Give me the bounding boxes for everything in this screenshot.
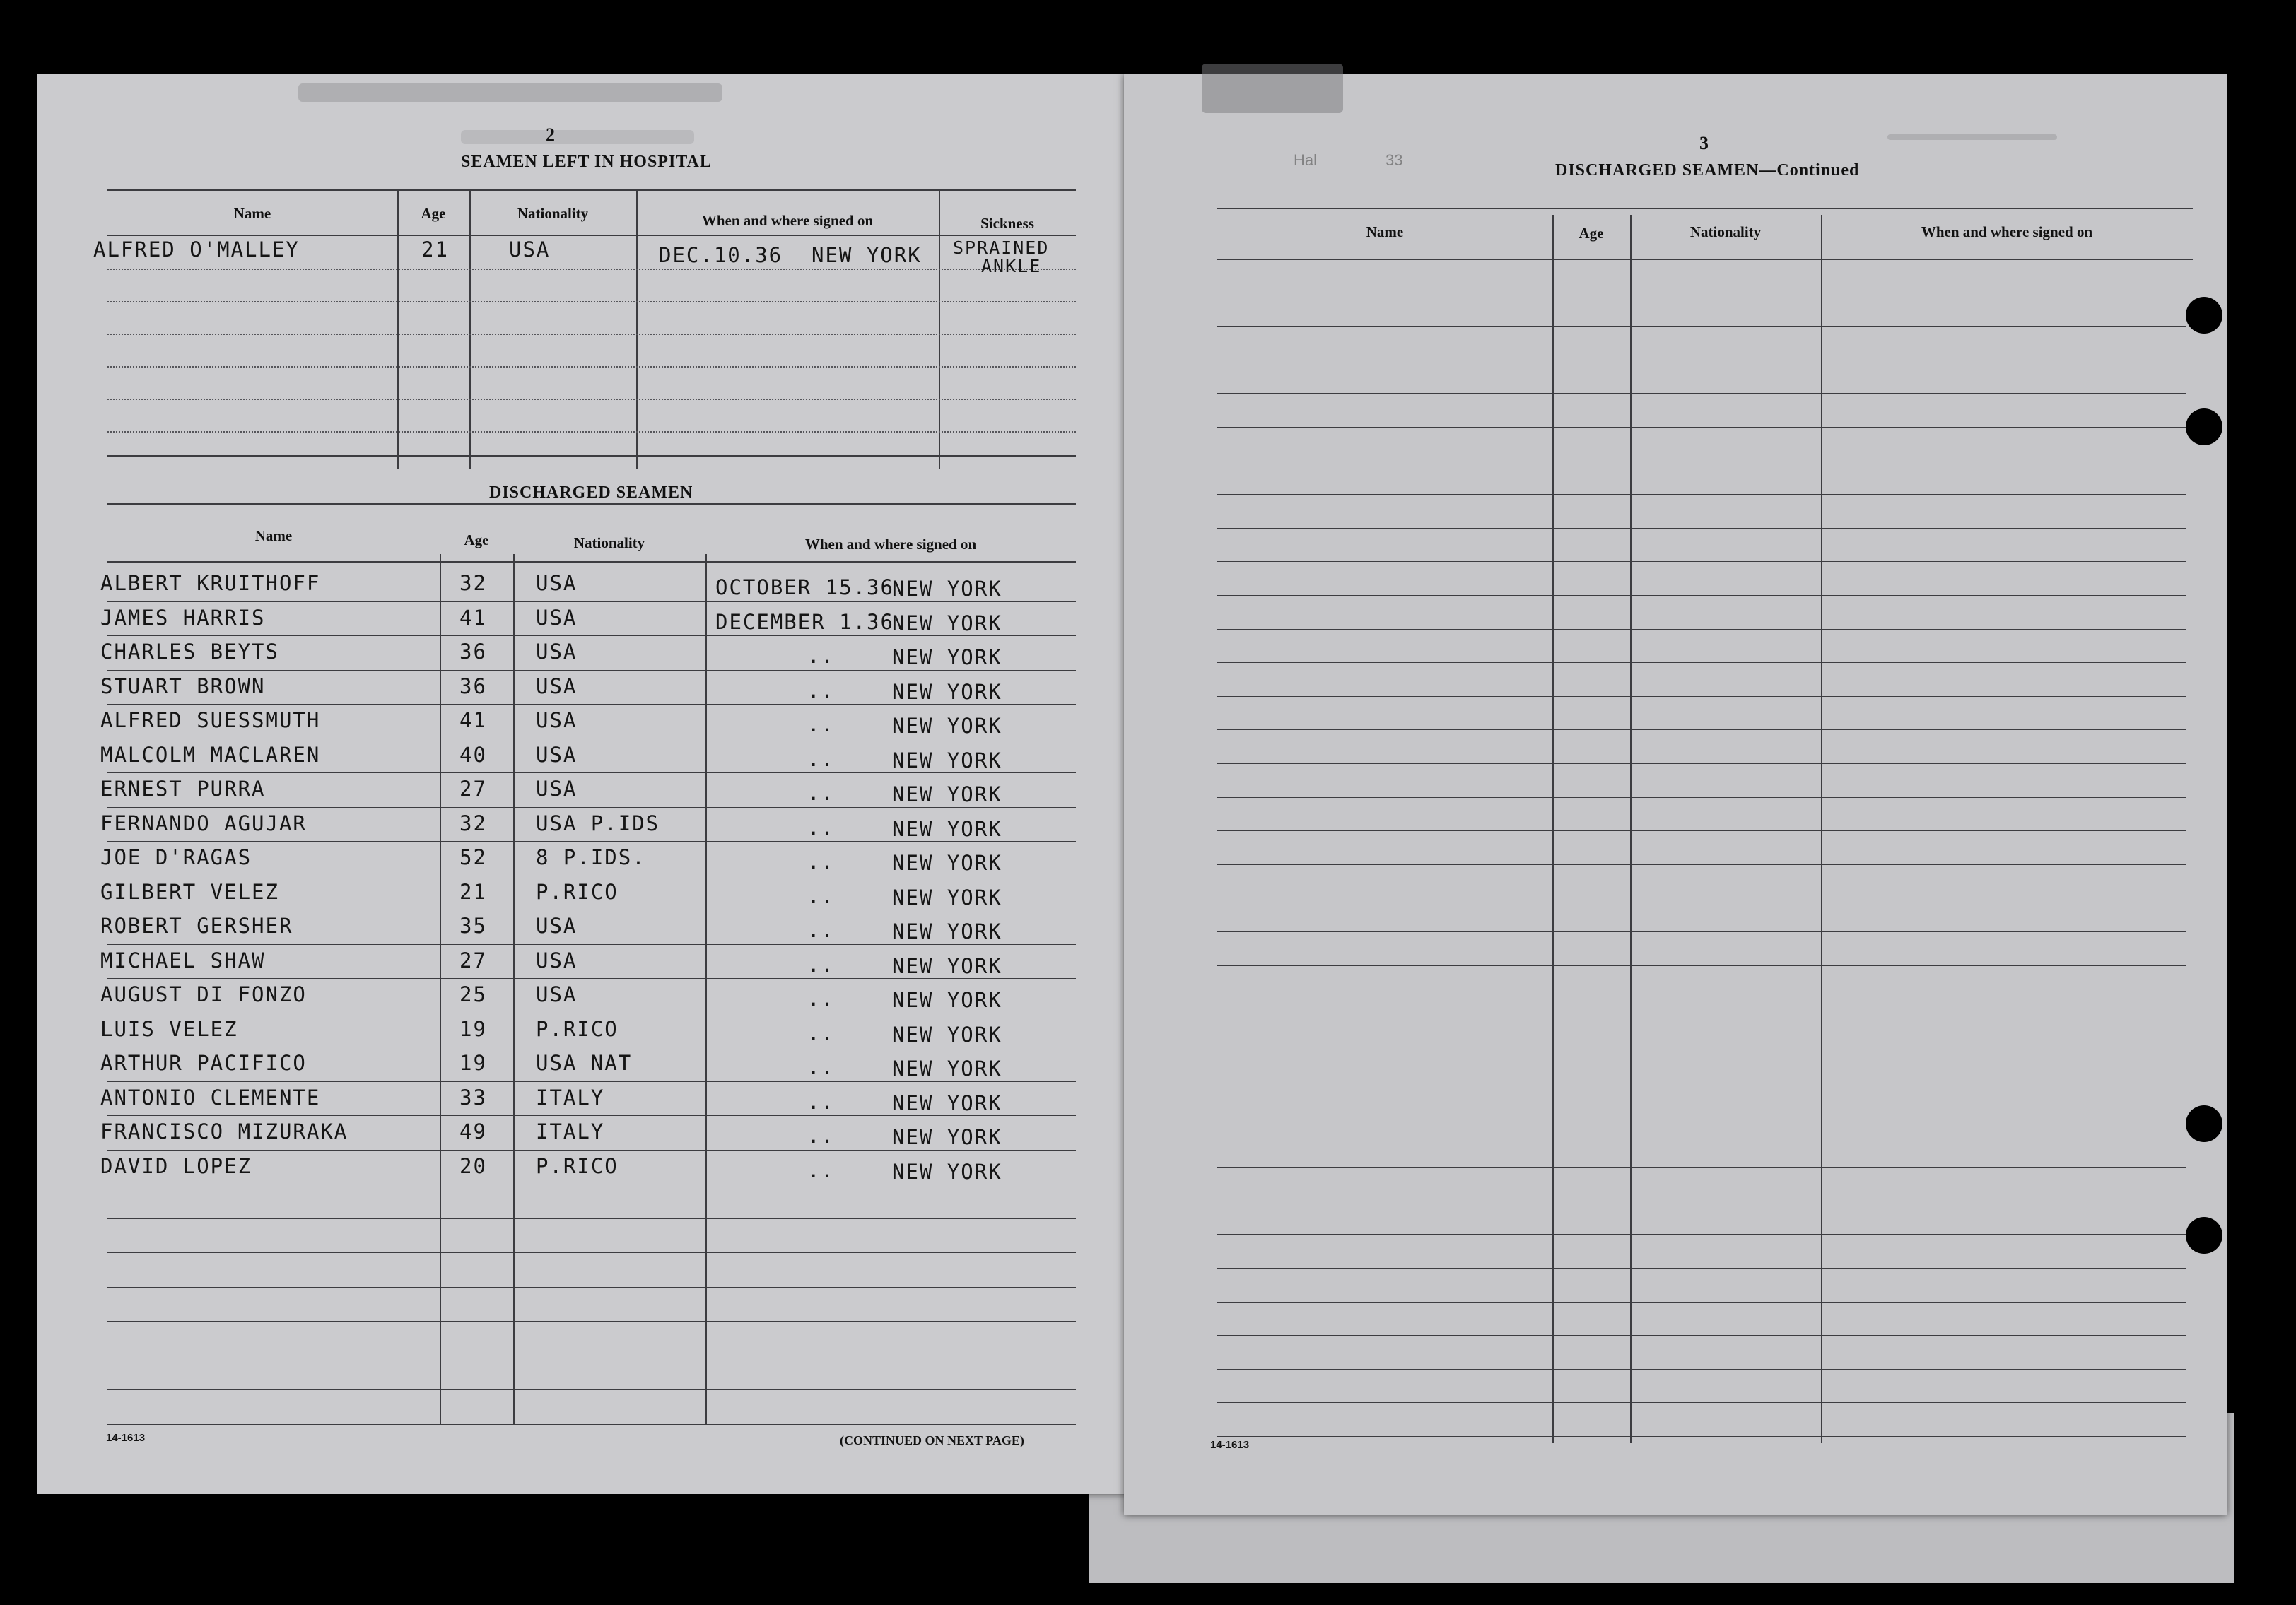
row-rule xyxy=(107,944,1076,945)
row-rule xyxy=(1217,595,2186,596)
row-rule xyxy=(1217,931,2186,932)
row-rule xyxy=(1217,729,2186,730)
right-page xyxy=(1124,74,2227,1515)
form-number: 14-1613 xyxy=(1210,1439,1250,1451)
table-rule xyxy=(1217,259,2193,260)
row-rule xyxy=(107,772,1076,773)
page-number: 3 xyxy=(1699,133,1709,153)
continued-note: (CONTINUED ON NEXT PAGE) xyxy=(840,1433,1024,1447)
signed-place-cell: NEW YORK xyxy=(892,1125,1002,1149)
signed-date-cell: .. xyxy=(807,678,835,702)
row-rule xyxy=(1217,1402,2186,1403)
row-rule xyxy=(107,1424,1076,1425)
row-rule xyxy=(107,269,1076,270)
faint-mark: 33 xyxy=(1386,151,1403,169)
row-rule xyxy=(107,1321,1076,1322)
column-header: When and where signed on xyxy=(1921,223,2093,240)
age-cell: 52 xyxy=(459,845,487,869)
row-rule xyxy=(107,1081,1076,1082)
row-rule xyxy=(1217,393,2186,394)
signed-date-cell: .. xyxy=(807,1090,835,1114)
signed-place-cell: NEW YORK xyxy=(892,817,1002,841)
signed-place-cell: NEW YORK xyxy=(892,714,1002,738)
column-divider xyxy=(513,554,515,1424)
nationality-cell: P.RICO xyxy=(536,880,619,904)
row-rule xyxy=(1217,1335,2186,1336)
signed-date-cell: .. xyxy=(807,1021,835,1045)
name-cell: ALBERT KRUITHOFF xyxy=(100,571,321,595)
age-cell: 33 xyxy=(459,1086,487,1110)
smudge-mark xyxy=(461,130,694,144)
column-divider xyxy=(469,189,471,469)
nationality-cell: USA xyxy=(536,777,578,801)
row-rule xyxy=(1217,763,2186,764)
continued-section-title: DISCHARGED SEAMEN—Continued xyxy=(1555,161,1860,180)
nationality-cell: USA xyxy=(536,674,578,698)
signed-date-cell: .. xyxy=(807,1055,835,1079)
left-page xyxy=(37,74,1161,1494)
row-rule xyxy=(107,978,1076,979)
name-cell: MALCOLM MACLAREN xyxy=(100,743,321,767)
signed-date-cell: OCTOBER 15.36. xyxy=(715,575,908,599)
signed-date-cell: .. xyxy=(807,644,835,668)
nationality-cell: P.RICO xyxy=(536,1017,619,1041)
age-cell: 27 xyxy=(459,948,487,972)
age-cell: 36 xyxy=(459,640,487,664)
nationality-cell: USA NAT xyxy=(536,1051,633,1075)
age-cell: 32 xyxy=(459,811,487,835)
nationality-cell: USA xyxy=(536,606,578,630)
signed-date-cell: .. xyxy=(807,781,835,805)
row-rule xyxy=(1217,830,2186,831)
name-cell: FRANCISCO MIZURAKA xyxy=(100,1119,348,1144)
age-cell: 36 xyxy=(459,674,487,698)
nationality-cell: USA xyxy=(509,237,551,261)
column-header: Name xyxy=(254,527,293,544)
signed-place-cell: NEW YORK xyxy=(892,1023,1002,1047)
row-rule xyxy=(1217,965,2186,966)
age-cell: 21 xyxy=(421,237,449,261)
signed-place-cell: NEW YORK xyxy=(892,645,1002,669)
signed-place-cell: NEW YORK xyxy=(812,243,922,267)
age-cell: 40 xyxy=(459,743,487,767)
row-rule xyxy=(1217,1369,2186,1370)
column-header: Nationality xyxy=(1689,223,1762,240)
signed-date-cell: DECEMBER 1.36. xyxy=(715,610,908,634)
name-cell: ROBERT GERSHER xyxy=(100,914,293,938)
column-header: When and where signed on xyxy=(701,212,874,229)
signed-place-cell: NEW YORK xyxy=(892,680,1002,704)
signed-place-cell: NEW YORK xyxy=(892,782,1002,806)
name-cell: ALFRED SUESSMUTH xyxy=(100,708,321,732)
signed-date-cell: .. xyxy=(807,816,835,840)
row-rule xyxy=(107,1218,1076,1219)
table-rule xyxy=(1217,208,2193,209)
column-divider xyxy=(705,554,707,1424)
age-cell: 19 xyxy=(459,1051,487,1075)
signed-date-cell: .. xyxy=(807,1158,835,1182)
column-divider xyxy=(636,189,638,469)
column-divider xyxy=(1552,215,1554,1443)
column-header: Age xyxy=(421,205,446,222)
row-rule xyxy=(107,1389,1076,1390)
age-cell: 41 xyxy=(459,708,487,732)
row-rule xyxy=(107,1115,1076,1116)
row-rule xyxy=(1217,797,2186,798)
row-rule xyxy=(107,670,1076,671)
name-cell: MICHAEL SHAW xyxy=(100,948,266,972)
signed-place-cell: NEW YORK xyxy=(892,954,1002,978)
signed-place-cell: NEW YORK xyxy=(892,611,1002,635)
punch-hole xyxy=(2186,408,2222,445)
age-cell: 25 xyxy=(459,982,487,1006)
signed-place-cell: NEW YORK xyxy=(892,988,1002,1012)
punch-hole xyxy=(2186,1217,2222,1254)
column-header: Name xyxy=(233,205,271,222)
row-rule xyxy=(1217,528,2186,529)
name-cell: ARTHUR PACIFICO xyxy=(100,1051,307,1075)
row-rule xyxy=(1217,629,2186,630)
signed-date-cell: DEC.10.36 xyxy=(659,243,783,267)
age-cell: 41 xyxy=(459,606,487,630)
row-rule xyxy=(1217,662,2186,663)
nationality-cell: USA xyxy=(536,708,578,732)
sickness-cell: SPRAINED xyxy=(953,237,1050,258)
nationality-cell: USA xyxy=(536,948,578,972)
signed-date-cell: .. xyxy=(807,1124,835,1148)
torn-edge-mark xyxy=(1202,64,1343,113)
name-cell: JOE D'RAGAS xyxy=(100,845,252,869)
signed-date-cell: .. xyxy=(807,747,835,771)
signed-date-cell: .. xyxy=(807,884,835,908)
smudge-mark xyxy=(1887,134,2057,140)
row-rule xyxy=(1217,1167,2186,1168)
name-cell: DAVID LOPEZ xyxy=(100,1154,252,1178)
column-divider xyxy=(397,189,399,469)
nationality-cell: USA xyxy=(536,914,578,938)
row-rule xyxy=(1217,427,2186,428)
column-header: When and where signed on xyxy=(804,536,977,553)
nationality-cell: ITALY xyxy=(536,1119,605,1144)
row-rule xyxy=(107,807,1076,808)
signed-date-cell: .. xyxy=(807,712,835,736)
signed-place-cell: NEW YORK xyxy=(892,1091,1002,1115)
row-rule xyxy=(1217,561,2186,562)
table-rule xyxy=(107,235,1076,236)
sickness-cell: ANKLE xyxy=(981,256,1042,276)
row-rule xyxy=(1217,1302,2186,1303)
row-rule xyxy=(1217,696,2186,697)
row-rule xyxy=(107,635,1076,636)
name-cell: CHARLES BEYTS xyxy=(100,640,279,664)
row-rule xyxy=(1217,864,2186,865)
name-cell: FERNANDO AGUJAR xyxy=(100,811,307,835)
nationality-cell: USA P.IDS xyxy=(536,811,660,835)
nationality-cell: P.RICO xyxy=(536,1154,619,1178)
column-header: Nationality xyxy=(573,534,645,551)
signed-date-cell: .. xyxy=(807,918,835,942)
column-header: Nationality xyxy=(517,205,589,222)
page-number: 2 xyxy=(546,124,555,145)
name-cell: ANTONIO CLEMENTE xyxy=(100,1086,321,1110)
column-divider xyxy=(1630,215,1632,1443)
signed-place-cell: NEW YORK xyxy=(892,748,1002,772)
punch-hole xyxy=(2186,1105,2222,1142)
signed-place-cell: NEW YORK xyxy=(892,1160,1002,1184)
name-cell: JAMES HARRIS xyxy=(100,606,266,630)
nationality-cell: USA xyxy=(536,982,578,1006)
nationality-cell: USA xyxy=(536,640,578,664)
row-rule xyxy=(1217,494,2186,495)
discharged-section-title: DISCHARGED SEAMEN xyxy=(489,483,693,502)
age-cell: 19 xyxy=(459,1017,487,1041)
punch-hole xyxy=(2186,297,2222,334)
name-cell: ERNEST PURRA xyxy=(100,777,266,801)
table-rule xyxy=(107,561,1076,563)
row-rule xyxy=(107,704,1076,705)
name-cell: AUGUST DI FONZO xyxy=(100,982,307,1006)
nationality-cell: USA xyxy=(536,743,578,767)
row-rule xyxy=(107,334,1076,335)
row-rule xyxy=(1217,1436,2186,1437)
age-cell: 32 xyxy=(459,571,487,595)
table-rule xyxy=(107,503,1076,505)
signed-place-cell: NEW YORK xyxy=(892,1057,1002,1081)
row-rule xyxy=(107,841,1076,842)
name-cell: STUART BROWN xyxy=(100,674,266,698)
signed-place-cell: NEW YORK xyxy=(892,919,1002,943)
row-rule xyxy=(107,431,1076,433)
signed-date-cell: .. xyxy=(807,987,835,1011)
form-number: 14-1613 xyxy=(106,1432,146,1444)
name-cell: LUIS VELEZ xyxy=(100,1017,238,1041)
signed-place-cell: NEW YORK xyxy=(892,577,1002,601)
column-header: Sickness xyxy=(980,215,1034,232)
column-header: Age xyxy=(1578,225,1604,242)
table-rule xyxy=(107,455,1076,457)
signed-date-cell: .. xyxy=(807,849,835,874)
row-rule xyxy=(107,366,1076,368)
column-divider xyxy=(1821,215,1822,1443)
row-rule xyxy=(107,1150,1076,1151)
age-cell: 20 xyxy=(459,1154,487,1178)
row-rule xyxy=(1217,326,2186,327)
age-cell: 27 xyxy=(459,777,487,801)
name-cell: ALFRED O'MALLEY xyxy=(93,237,300,261)
hospital-section-title: SEAMEN LEFT IN HOSPITAL xyxy=(461,153,712,171)
nationality-cell: 8 P.IDS. xyxy=(536,845,646,869)
row-rule xyxy=(107,1252,1076,1253)
column-header: Name xyxy=(1366,223,1404,240)
row-rule xyxy=(107,601,1076,602)
row-rule xyxy=(107,301,1076,302)
age-cell: 49 xyxy=(459,1119,487,1144)
column-header: Age xyxy=(464,531,489,548)
age-cell: 35 xyxy=(459,914,487,938)
table-rule xyxy=(107,189,1076,191)
row-rule xyxy=(107,1287,1076,1288)
signed-date-cell: .. xyxy=(807,953,835,977)
nationality-cell: ITALY xyxy=(536,1086,605,1110)
row-rule xyxy=(1217,1268,2186,1269)
signed-place-cell: NEW YORK xyxy=(892,886,1002,910)
name-cell: GILBERT VELEZ xyxy=(100,880,279,904)
column-divider xyxy=(440,554,441,1424)
row-rule xyxy=(107,399,1076,400)
smudge-mark xyxy=(298,83,722,102)
nationality-cell: USA xyxy=(536,571,578,595)
signed-place-cell: NEW YORK xyxy=(892,851,1002,875)
faint-mark: Hal xyxy=(1294,151,1318,169)
row-rule xyxy=(1217,1234,2186,1235)
age-cell: 21 xyxy=(459,880,487,904)
